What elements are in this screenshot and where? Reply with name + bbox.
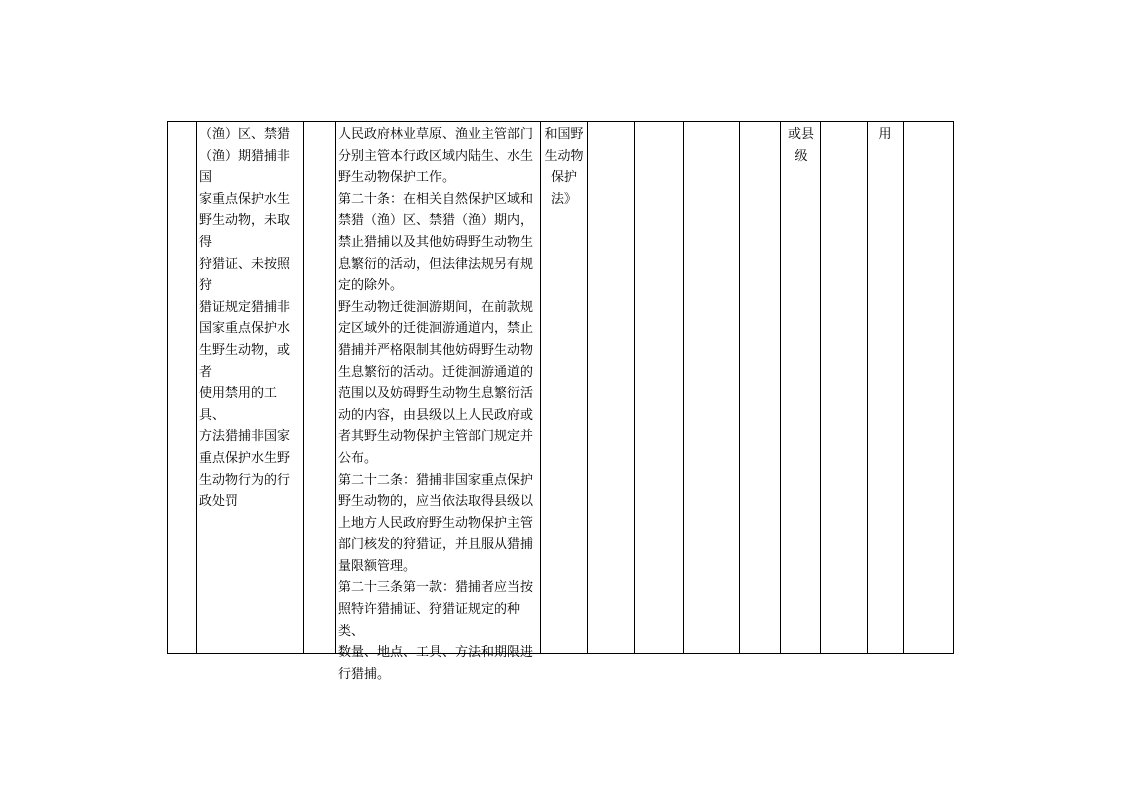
column-divider [739,122,740,653]
column-divider [780,122,781,653]
column-divider [587,122,588,653]
column-divider [683,122,684,653]
document-table [167,121,954,682]
column-divider [867,122,868,653]
law-name-cell: 和国野 生动物 保护 法》 [544,127,584,207]
column-divider [303,122,304,653]
authority-level-cell: 或县 级 [787,127,814,164]
legal-basis-cell: 人民政府林业草原、渔业主管部门 分别主管本行政区域内陆生、水生 野生动物保护工作。 第二十条：在相关自然保护区域和 禁猎（渔）区、禁猎（渔）期内， 禁止猎捕以及其他妨碍野生动物生 息繁衍的活动，但法律法规另有规 定的除外。 野生动物迁徙洄游期间，在前款规 定区域外的迁徙洄游通道内，禁止 猎捕并严格限制其他妨碍野生动物 生息繁衍的活动。迁徙洄游通道的 范围以及妨碍野生动物生息繁衍活 动的内容，由县级以上人民政府或 者其野生动物保护主管部门规定并 公布。 第二十二条：猎捕非国家重点保护 野生动物的，应当依法取得县级以 上地方人民政府野生动物保护主管 部门核发的狩猎证，并且服从猎捕 量限额管理。 第二十三条第一款：猎捕者应当按 照特许猎捕证、狩猎证规定的种类、 数量、地点、工具、方法和期限进 行猎捕。 [338,127,534,682]
fragment-cell: 用 [878,127,892,142]
column-divider [634,122,635,653]
column-divider [335,122,336,653]
column-divider [903,122,904,653]
violation-item-cell: （渔）区、禁猎 （渔）期猎捕非国 家重点保护水生 野生动物，未取得 狩猎证、未按照狩 猎证规定猎捕非 国家重点保护水 生野生动物，或者 使用禁用的工具、 方法猎捕非国家 重点保护水生野 生动物行为的行 政处罚 [199,127,291,510]
column-divider [820,122,821,653]
column-divider [196,122,197,653]
